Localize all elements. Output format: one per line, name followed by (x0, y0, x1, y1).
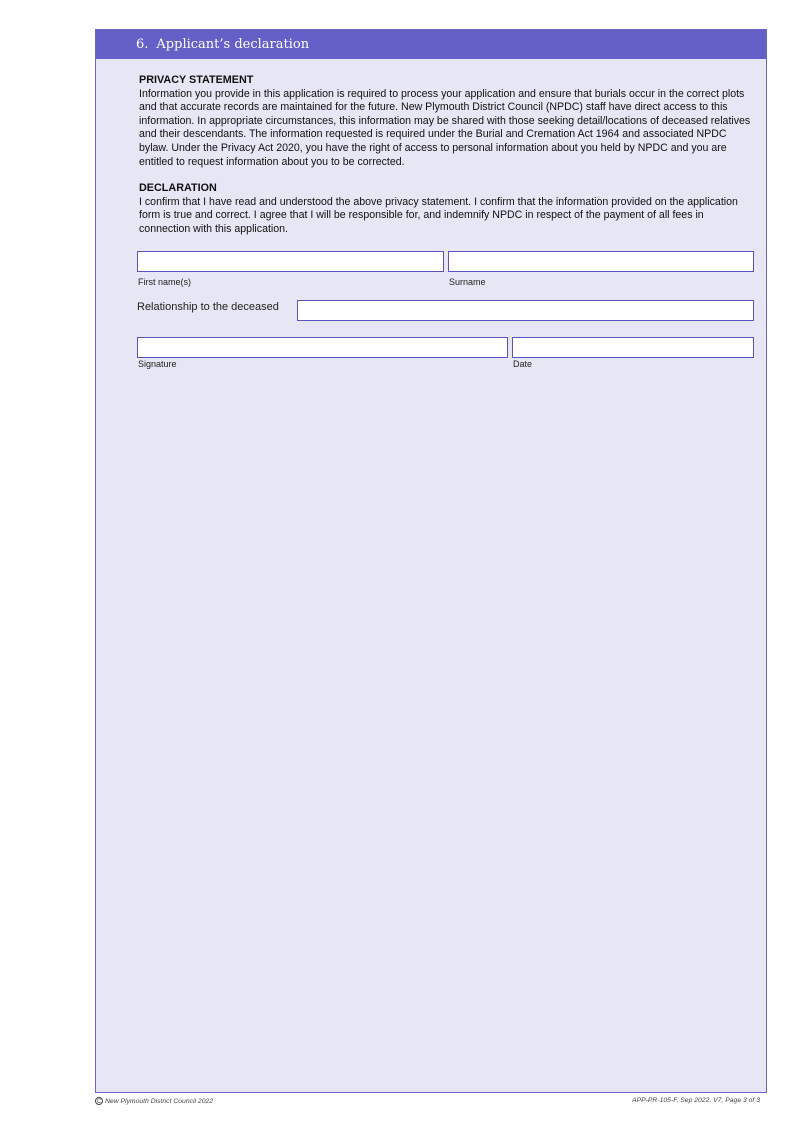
footer-doc-ref: APP-PR-105-F, Sep 2022, V7, Page 3 of 3 (632, 1097, 760, 1104)
footer-copyright (95, 1097, 213, 1105)
first-name-label: First name(s) (138, 277, 192, 287)
signature-label: Signature (138, 359, 177, 369)
surname-input[interactable] (448, 251, 754, 272)
relationship-input[interactable] (297, 300, 754, 321)
section-number: 6. (136, 37, 149, 52)
declaration-heading: DECLARATION (139, 182, 217, 195)
privacy-heading: PRIVACY STATEMENT (139, 74, 254, 86)
signature-input[interactable] (137, 337, 508, 358)
section-title: Applicant’s declaration (156, 37, 310, 52)
first-name-input[interactable] (137, 251, 444, 272)
section-header (96, 30, 766, 59)
declaration-content (139, 74, 752, 237)
copyright-icon: C (96, 1099, 102, 1105)
relationship-label: Relationship to the deceased (137, 301, 279, 313)
copyright-text: New Plymouth District Council 2022 (105, 1097, 214, 1105)
declaration-panel (95, 29, 767, 1093)
date-input[interactable] (512, 337, 754, 358)
privacy-text: Information you provide in this application is required to process your application and ensure that burials occur in the correct plots and that accurate records are maintained for the future. New Plymouth District Council (NPDC) staff have direct access to this information. In appropriate circumstances, this information may be shared with those seeking detail/locations of deceased relatives and their descendants. The information requested is required under the Burial and Cremation Act 1964 and associated NPDC bylaw. Under the Privacy Act 2020, you have the right of access to personal information about you held by NPDC and you are entitled to request information about you to be corrected. (139, 87, 751, 168)
surname-label: Surname (449, 277, 486, 287)
declaration-text: I confirm that I have read and understood the above privacy statement. I confirm that the information provided on the application form is true and correct. I agree that I will be responsible for, and indemnify NPDC in respect of the payment of all fees in connection with this application. (139, 195, 738, 235)
date-label: Date (513, 359, 533, 369)
